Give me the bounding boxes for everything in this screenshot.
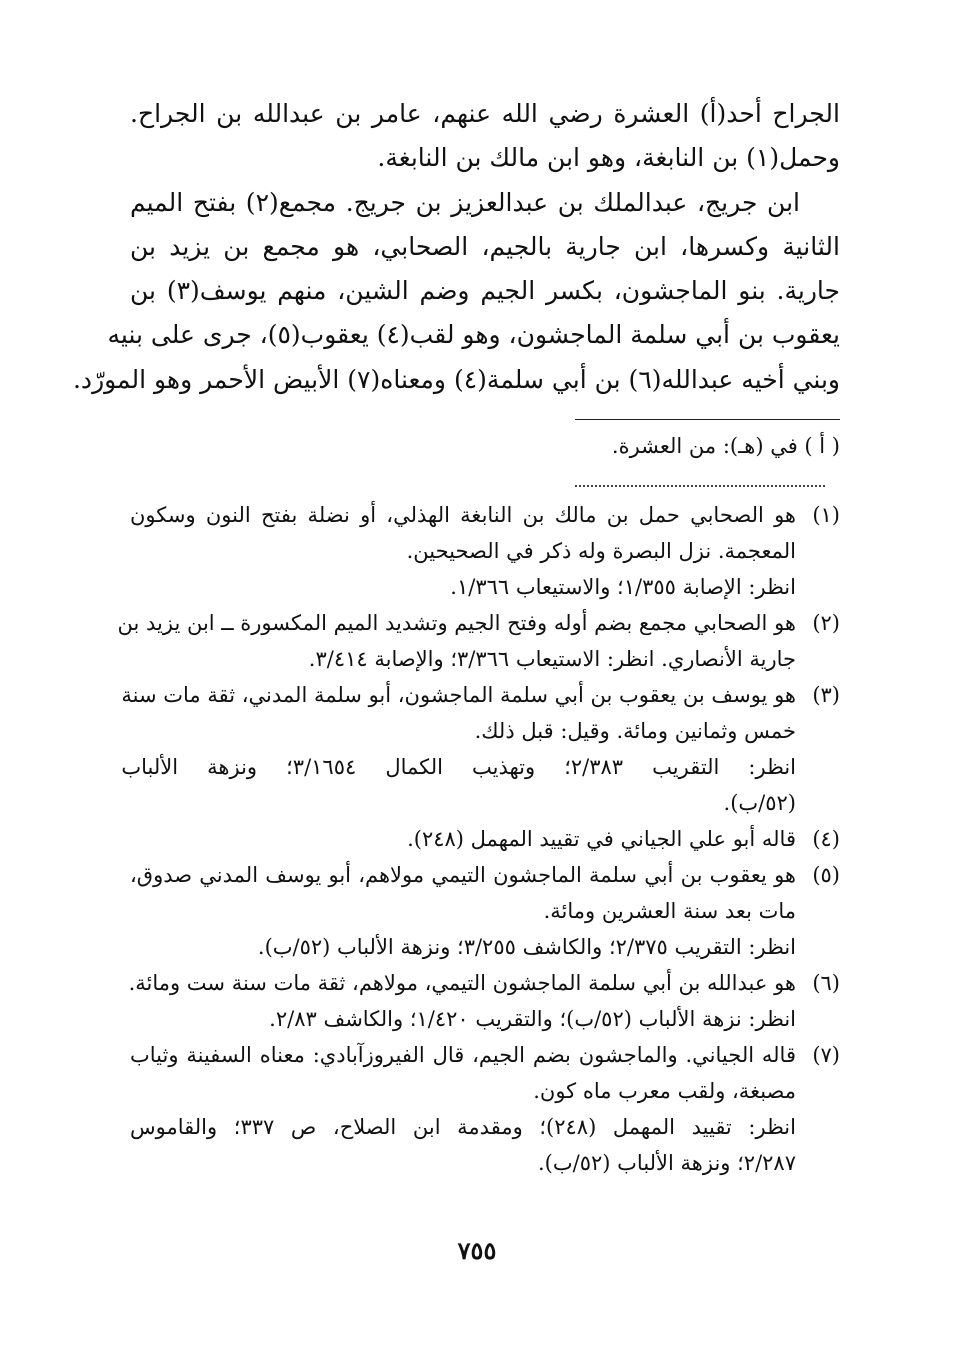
- footnote-7: [130, 1037, 840, 1181]
- footnote-line: مصبغة، ولقب معرب ماه كون.: [533, 1079, 796, 1103]
- footnote-line: (٥٢/ب).: [723, 791, 796, 815]
- footnotes: [117, 497, 840, 1181]
- page-number: ٧٥٥: [457, 1236, 497, 1265]
- footnote-line: قاله الجياني. والماجشون بضم الجيم، قال الفيروزآبادي: معناه السفينة وثياب: [130, 1043, 796, 1067]
- footnote-number: (٥): [812, 863, 840, 887]
- footnote-line: هو يعقوب بن أبي سلمة الماجشون التيمي مولاهم، أبو يوسف المدني صدوق،: [130, 863, 796, 887]
- main-text: [72, 92, 840, 402]
- body-line: الجراح أحد(أ) العشرة رضي الله عنهم، عامر بن عبدالله بن الجراح.: [130, 99, 840, 128]
- variant-note: ( أ ) في (هـ): من العشرة.: [611, 434, 840, 458]
- footnote-number: (٣): [812, 683, 840, 707]
- body-line: وبني أخيه عبدالله(٦) بن أبي سلمة(٤) ومعناه(٧) الأبيض الأحمر وهو المورّد.: [72, 364, 840, 394]
- footnote-3: [121, 677, 840, 821]
- footnote-number: (٤): [812, 827, 840, 851]
- footnote-separator: [575, 419, 840, 420]
- footnote-line: انظر: التقريب ٢/٣٧٥؛ والكاشف ٣/٢٥٥؛ ونزهة الألباب (٥٢/ب).: [257, 935, 796, 959]
- footnote-5: [130, 857, 840, 965]
- footnote-number: (٦): [812, 971, 840, 995]
- footnote-line: المعجمة. نزل البصرة وله ذكر في الصحيحين.: [406, 539, 796, 563]
- body-line: جارية. بنو الماجشون، بكسر الجيم وضم الشين، منهم يوسف(٣) بن: [130, 276, 840, 306]
- footnote-line: جارية الأنصاري. انظر: الاستيعاب ٣/٣٦٦؛ والإصابة ٣/٤١٤.: [308, 647, 796, 671]
- body-line: الثانية وكسرها، ابن جارية بالجيم، الصحابي، هو مجمع بن يزيد بن: [130, 231, 840, 261]
- footnote-line: ٢/٢٨٧؛ ونزهة الألباب (٥٢/ب).: [538, 1151, 796, 1175]
- body-line: وحمل(١) بن النابغة، وهو ابن مالك بن النابغة.: [377, 143, 840, 173]
- footnote-line: هو الصحابي مجمع بضم أوله وفتح الجيم وتشديد الميم المكسورة ــ ابن يزيد بن: [117, 611, 796, 635]
- footnote-line: انظر: نزهة الألباب (٥٢/ب)؛ والتقريب ١/٤٢٠؛ والكاشف ٢/٨٣.: [269, 1007, 796, 1031]
- footnote-2: [117, 605, 840, 677]
- footnote-line: هو يوسف بن يعقوب بن أبي سلمة الماجشون، أبو سلمة المدني، ثقة مات سنة: [121, 683, 796, 707]
- body-line: ابن جريج، عبدالملك بن عبدالعزيز بن جريج. مجمع(٢) بفتح الميم: [130, 187, 800, 217]
- footnote-line: قاله أبو علي الجياني في تقييد المهمل (٢٤٨).: [407, 827, 796, 851]
- footnote-line: هو عبدالله بن أبي سلمة الماجشون التيمي، مولاهم، ثقة مات سنة ست ومائة.: [128, 971, 796, 995]
- footnote-number: (٧): [812, 1043, 840, 1067]
- footnote-line: هو الصحابي حمل بن مالك بن النابغة الهذلي، أو نضلة بفتح النون وسكون: [130, 503, 796, 527]
- dotted-separator: [575, 485, 825, 487]
- footnote-number: (٢): [812, 611, 840, 635]
- footnote-number: (١): [812, 503, 840, 527]
- footnote-6: [130, 965, 840, 1037]
- footnote-line: انظر: تقييد المهمل (٢٤٨)؛ ومقدمة ابن الصلاح، ص ٣٣٧؛ والقاموس: [130, 1115, 796, 1139]
- body-line: يعقوب بن أبي سلمة الماجشون، وهو لقب(٤) يعقوب(٥)، جرى على بنيه: [107, 320, 840, 350]
- footnote-line: خمس وثمانين ومائة. وقيل: قبل ذلك.: [474, 719, 796, 743]
- footnote-line: انظر: التقريب ٢/٣٨٣؛ وتهذيب الكمال ٣/١٦٥٤؛ ونزهة الألباب: [121, 755, 797, 779]
- footnote-4: [130, 821, 840, 857]
- footnote-1: [130, 497, 840, 605]
- footnote-line: مات بعد سنة العشرين ومائة.: [543, 899, 796, 923]
- footnote-line: انظر: الإصابة ١/٣٥٥؛ والاستيعاب ١/٣٦٦.: [450, 575, 796, 599]
